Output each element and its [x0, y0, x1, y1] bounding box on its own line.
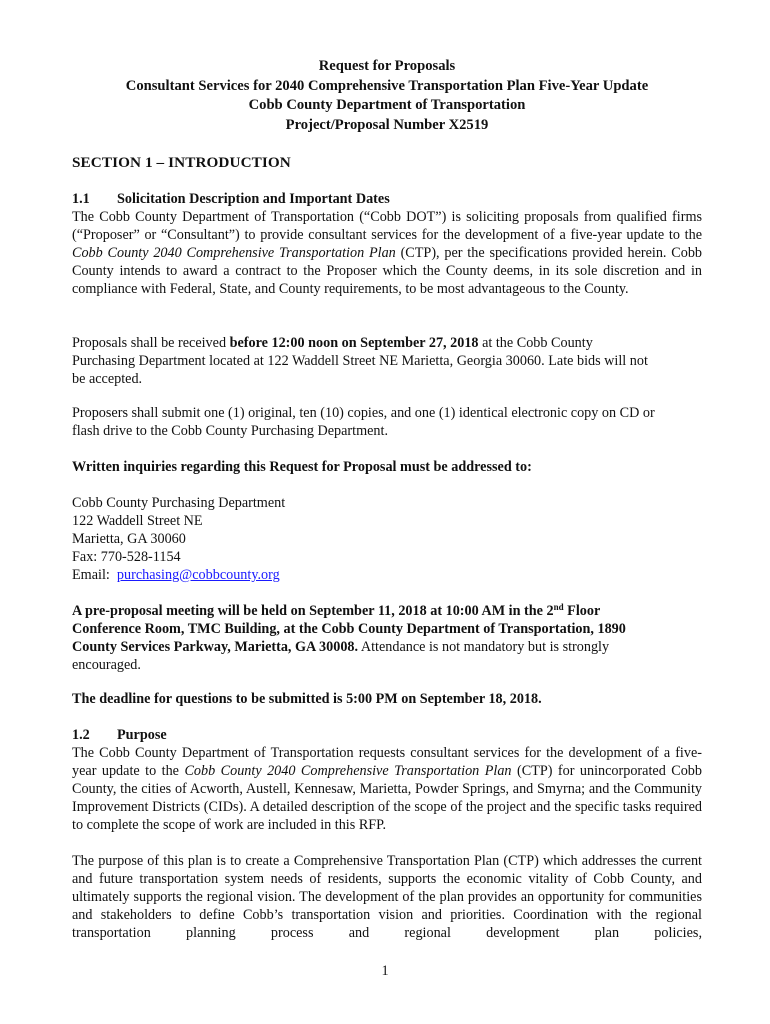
deadline-text: The deadline for questions to be submitted is 5:00 PM on September 18, 2018.	[72, 691, 542, 707]
paragraph-text: Proposals shall be received	[72, 335, 230, 351]
paragraph-text: (CTP) for unincorporated Cobb County, the cities of Acworth, Austell, Kennesaw, Marietta, Powder Springs, and Smyrna; and the Community Improvement Districts (CIDs). A detailed description of the scope of the project and the specific tasks required to complete the scope of work are included in this RFP.	[72, 763, 702, 833]
paragraph-text: Purchasing Department located at 122 Waddell Street NE Marietta, Georgia 30060. Late bids will not	[72, 353, 648, 369]
paragraph-text: The Cobb County Department of Transportation (“Cobb DOT”) is soliciting proposals from qualified firms (“Proposer” or “Consultant”) to provide consultant services for the development of a five-year update to the	[72, 209, 702, 243]
meeting-text: County Services Parkway, Marietta, GA 30008.	[72, 639, 359, 655]
paragraph-text: (CTP), per the specifications provided herein. Cobb County intends to award a contract to the Proposer which the County deems, in its sole discretion and in compliance with Federal, State, and County requirements, to be most advantageous to the County.	[72, 245, 703, 297]
questions-deadline	[72, 690, 702, 708]
title-line-2: Consultant Services for 2040 Comprehensive Transportation Plan Five-Year Update	[125, 77, 649, 94]
paragraph-submission	[72, 404, 702, 440]
subsection-heading-1-1	[72, 190, 702, 208]
subsection-heading-1-2	[72, 726, 702, 744]
title-line-3: Cobb County Department of Transportation	[248, 97, 526, 113]
inquiries-text: Written inquiries regarding this Request for Proposal must be addressed to:	[72, 459, 532, 475]
page-number: 1	[381, 963, 389, 979]
paragraph-purpose-1	[72, 744, 702, 834]
subsection-title: Purpose	[117, 727, 167, 743]
ordinal-suffix: nd	[553, 602, 564, 612]
paragraph-text: Attendance is not mandatory but is strongly	[358, 639, 610, 655]
paragraph-text: The Cobb County Department of Transportation requests consultant services for the development of a five-year update to the	[72, 745, 702, 779]
paragraph-text: encouraged.	[72, 657, 141, 673]
subsection-number: 1.1	[72, 191, 90, 207]
document-title	[70, 57, 704, 135]
fax-line: Fax: 770-528-1154	[72, 549, 181, 565]
paragraph-text: Proposers shall submit one (1) original, ten (10) copies, and one (1) identical electronic copy on CD or	[72, 405, 655, 421]
meeting-text: Floor	[563, 603, 601, 619]
paragraph-pre-proposal-meeting	[72, 602, 702, 674]
subsection-number: 1.2	[72, 727, 90, 743]
email-line	[72, 566, 702, 584]
subsection-title: Solicitation Description and Important Dates	[117, 191, 390, 207]
section-heading: SECTION 1 – INTRODUCTION	[72, 154, 291, 171]
paragraph-purpose-2: The purpose of this plan is to create a Comprehensive Transportation Plan (CTP) which addresses the current and future transportation system needs of residents, supports the economic vitality of Cobb County, and ultimately supports the regional vision. The development of the plan provides an opportunity for communities and stakeholders to define Cobb’s transportation vision and priorities. Coordination with the regional transportation planning process and regional development plan policies,	[72, 853, 702, 941]
paragraph-text: at the Cobb County	[478, 335, 593, 351]
address-line: Cobb County Purchasing Department	[72, 495, 286, 511]
inquiries-heading	[72, 458, 702, 476]
title-line-4: Project/Proposal Number X2519	[285, 116, 489, 133]
paragraph-text: be accepted.	[72, 371, 143, 387]
title-line-1: Request for Proposals	[318, 58, 456, 74]
plan-title-italic: Cobb County 2040 Comprehensive Transportation Plan	[72, 245, 396, 261]
plan-title-italic: Cobb County 2040 Comprehensive Transportation Plan	[184, 763, 512, 779]
paragraph-solicitation	[72, 208, 702, 298]
address-line: Marietta, GA 30060	[72, 531, 186, 547]
contact-address	[72, 494, 702, 584]
address-line: 122 Waddell Street NE	[72, 513, 203, 529]
email-label: Email:	[72, 567, 117, 583]
paragraph-proposals-due	[72, 334, 702, 388]
meeting-text: A pre-proposal meeting will be held on September 11, 2018 at 10:00 AM in the 2	[72, 603, 554, 619]
paragraph-text: flash drive to the Cobb County Purchasing Department.	[72, 423, 389, 439]
meeting-text: Conference Room, TMC Building, at the Cobb County Department of Transportation, 1890	[72, 621, 626, 637]
due-date-bold: before 12:00 noon on September 27, 2018	[229, 335, 479, 351]
email-link[interactable]: purchasing@cobbcounty.org	[116, 567, 280, 583]
